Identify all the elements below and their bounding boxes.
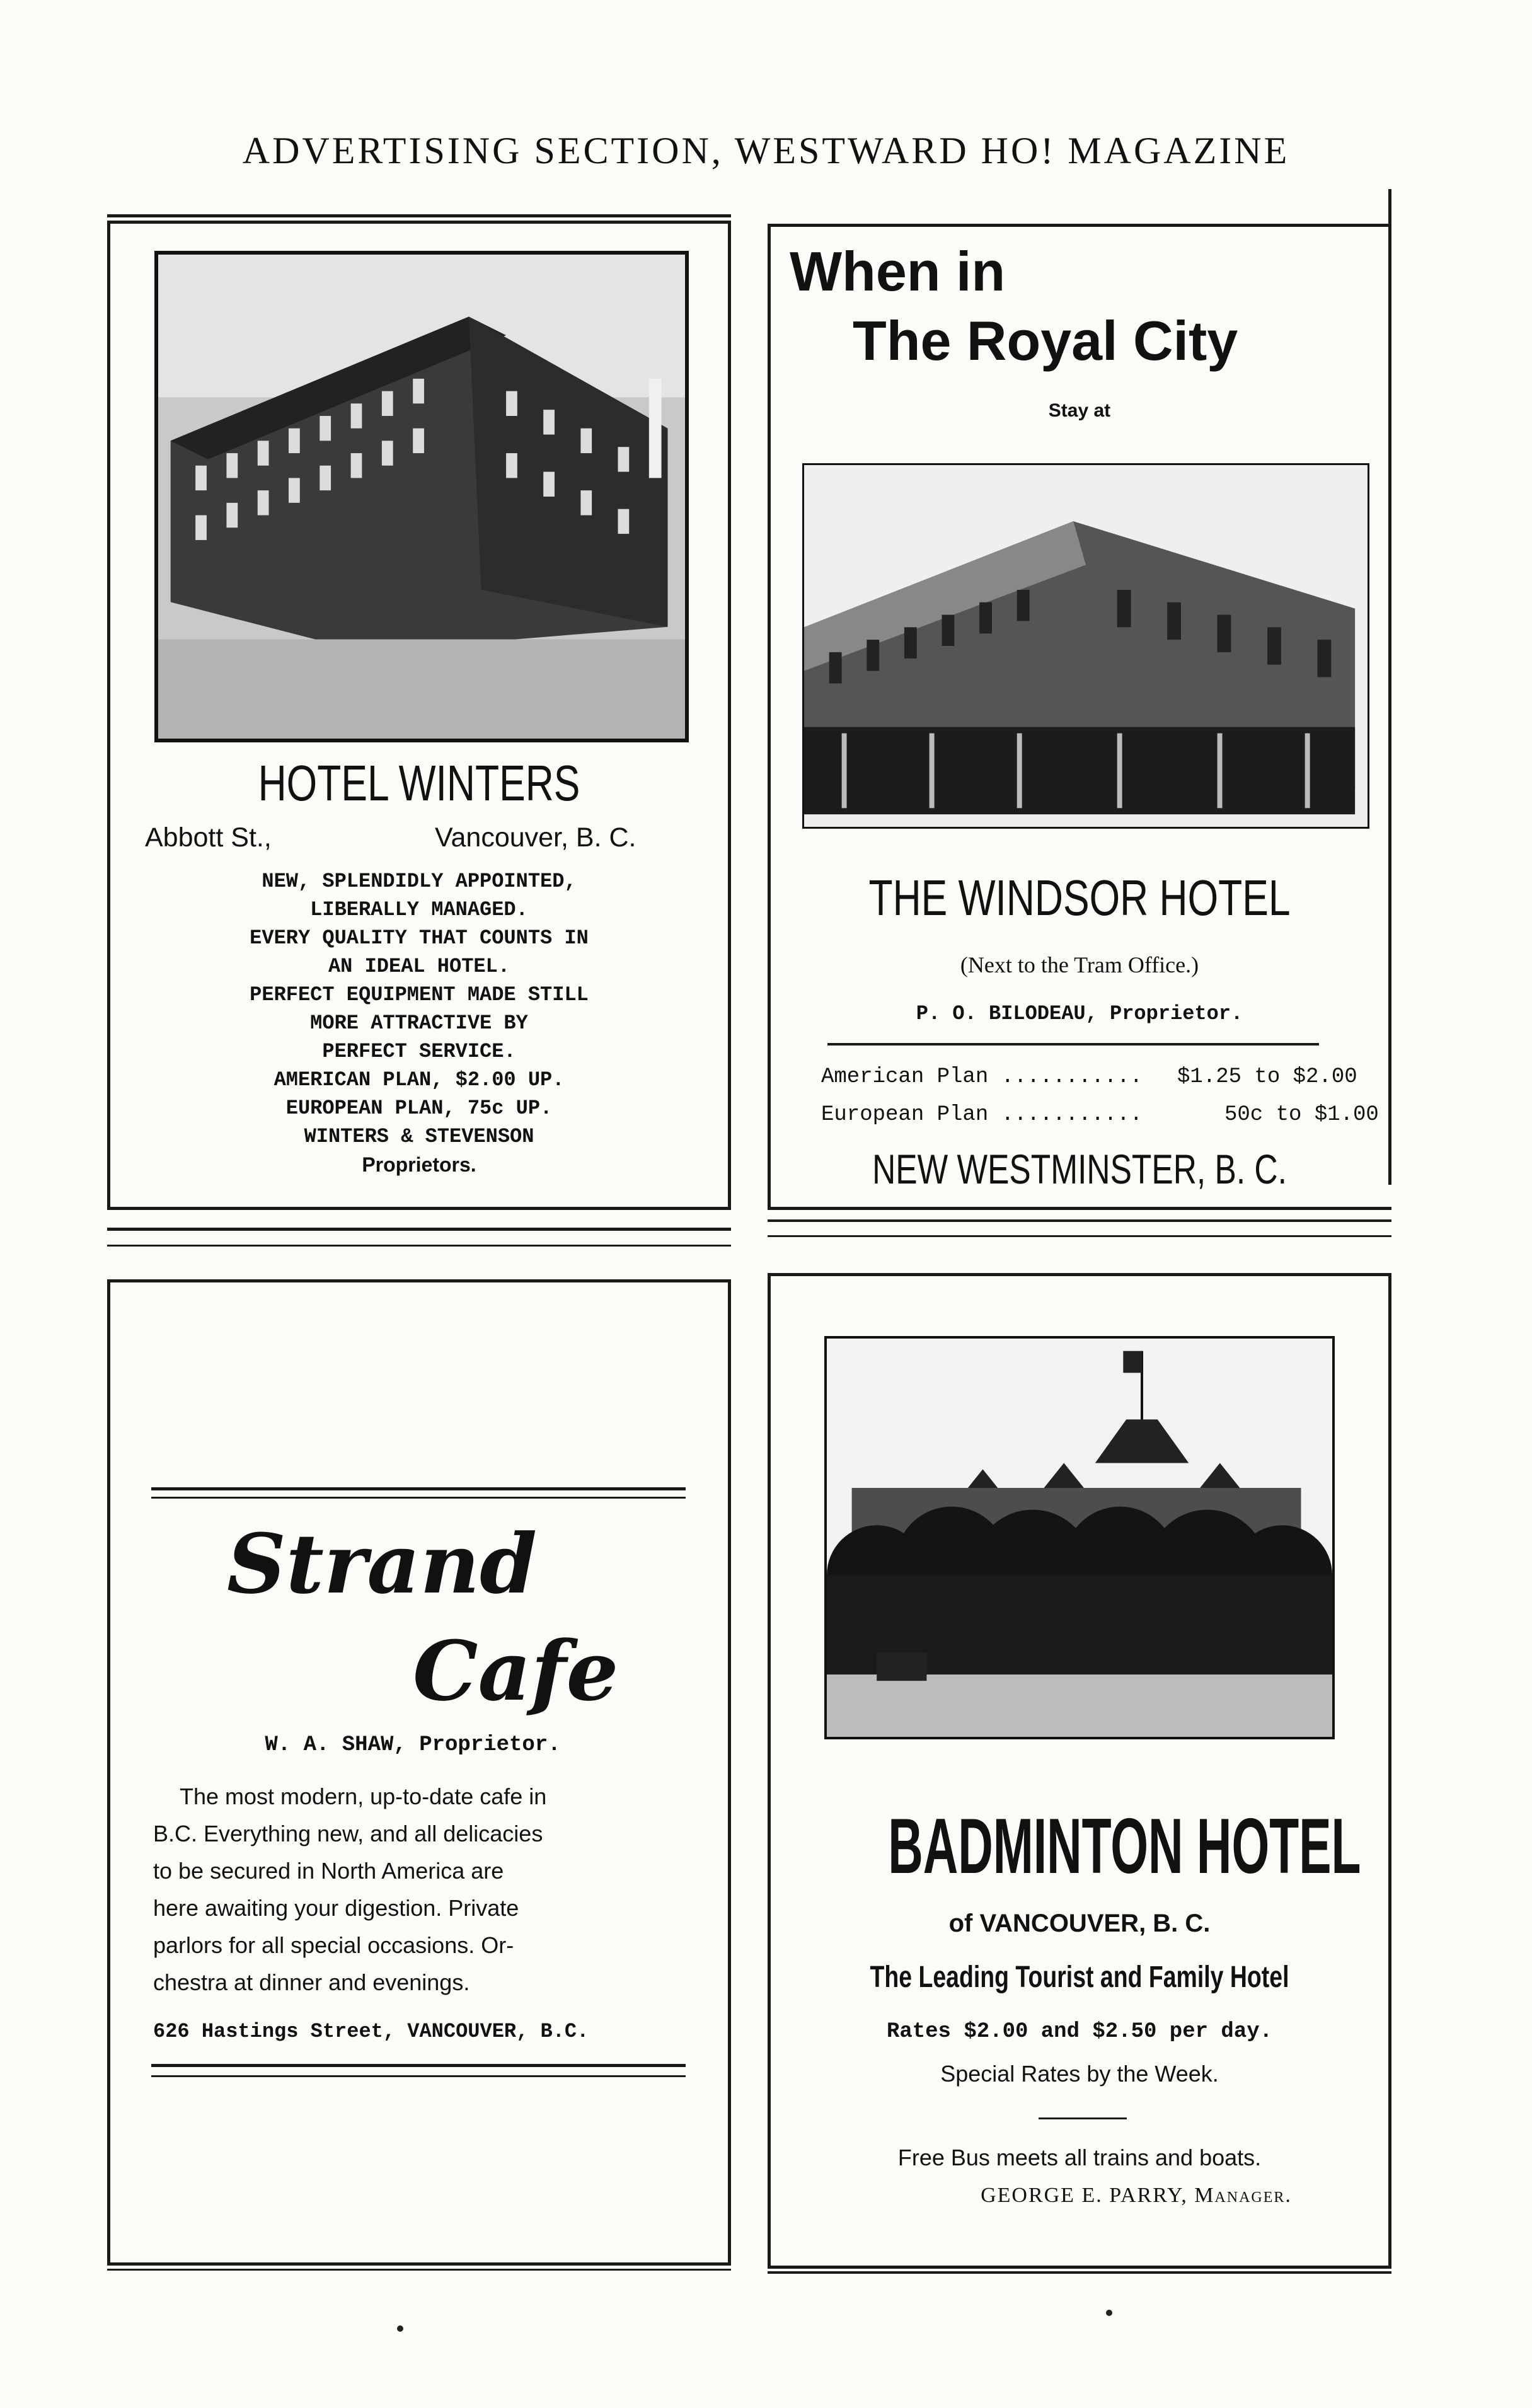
ad-windsor-hotel [768, 227, 1391, 1210]
hotel-title: BADMINTON HOTEL [888, 1803, 1361, 1890]
winters-line: NEW, SPLENDIDLY APPOINTED, [262, 870, 577, 893]
divider [768, 1219, 1391, 1222]
tagline: The Leading Tourist and Family Hotel [870, 1961, 1289, 1994]
hotel-building-photo [824, 1336, 1335, 1739]
divider [768, 2271, 1391, 2274]
american-plan-value: $1.25 to $2.00 [1177, 1065, 1357, 1089]
subtitle: of VANCOUVER, B. C. [948, 1910, 1211, 1937]
description-line: The most modern, up-to-date cafe in [180, 1783, 547, 1809]
ad-badminton-hotel [768, 1273, 1391, 2269]
divider [151, 2064, 686, 2067]
divider [151, 1497, 686, 1499]
tram-note: (Next to the Tram Office.) [960, 952, 1199, 977]
divider [151, 1487, 686, 1490]
winters-line: PERFECT EQUIPMENT MADE STILL [250, 983, 589, 1006]
description-line: B.C. Everything new, and all delicacies [153, 1821, 543, 1846]
winters-proprietors: Proprietors. [362, 1153, 476, 1176]
page-header: ADVERTISING SECTION, WESTWARD HO! MAGAZINE [242, 130, 1290, 171]
address-city: Vancouver, B. C. [435, 822, 636, 853]
european-plan-label: European Plan ........... [821, 1103, 1143, 1127]
heading-royal-city: The Royal City [853, 309, 1238, 372]
speck [397, 2325, 403, 2332]
divider [1039, 2117, 1127, 2119]
proprietor: W. A. SHAW, Proprietor. [265, 1733, 561, 1757]
description-line: chestra at dinner and evenings. [153, 1969, 470, 1995]
cafe-title-cafe: Cafe [413, 1623, 619, 1719]
location: NEW WESTMINSTER, B. C. [872, 1146, 1287, 1192]
winters-line: AMERICAN PLAN, $2.00 UP. [274, 1068, 565, 1092]
winters-line: AN IDEAL HOTEL. [328, 955, 510, 978]
speck [1106, 2310, 1112, 2316]
hotel-title: THE WINDSOR HOTEL [868, 870, 1291, 926]
proprietor: P. O. BILODEAU, Proprietor. [916, 1002, 1243, 1025]
winters-line: PERFECT SERVICE. [322, 1040, 516, 1063]
description-line: here awaiting your digestion. Private [153, 1895, 519, 1921]
address-street: Abbott St., [145, 822, 272, 853]
stay-at: Stay at [1048, 400, 1111, 421]
ad-strand-cafe [107, 1279, 731, 2266]
winters-line: EUROPEAN PLAN, 75c UP. [285, 1097, 553, 1120]
winters-line: LIBERALLY MANAGED. [310, 898, 528, 921]
special-rates: Special Rates by the Week. [940, 2061, 1219, 2087]
divider [107, 1228, 731, 1231]
rates: Rates $2.00 and $2.50 per day. [886, 2020, 1273, 2044]
ad-hotel-winters [107, 221, 731, 1210]
cafe-title-strand: Strand [227, 1516, 538, 1612]
divider [768, 1235, 1391, 1237]
heading-when-in: When in [790, 240, 1006, 302]
manager: GEORGE E. PARRY, Manager. [981, 2184, 1292, 2207]
winters-line: EVERY QUALITY THAT COUNTS IN [250, 926, 589, 950]
hotel-title: HOTEL WINTERS [258, 755, 580, 811]
divider [107, 2269, 731, 2271]
free-bus: Free Bus meets all trains and boats. [897, 2145, 1262, 2170]
hotel-building-photo [802, 463, 1369, 829]
divider [151, 2075, 686, 2077]
divider [107, 1245, 731, 1247]
divider [827, 1043, 1319, 1046]
winters-line: WINTERS & STEVENSON [304, 1125, 534, 1148]
divider [107, 214, 731, 217]
description-line: to be secured in North America are [153, 1858, 504, 1884]
american-plan-label: American Plan ........... [821, 1065, 1143, 1089]
winters-line: MORE ATTRACTIVE BY [310, 1011, 528, 1035]
description-line: parlors for all special occasions. Or- [153, 1932, 514, 1958]
hotel-building-photo [154, 251, 689, 742]
european-plan-value: 50c to $1.00 [1224, 1103, 1379, 1127]
cafe-address: 626 Hastings Street, VANCOUVER, B.C. [153, 2020, 589, 2043]
